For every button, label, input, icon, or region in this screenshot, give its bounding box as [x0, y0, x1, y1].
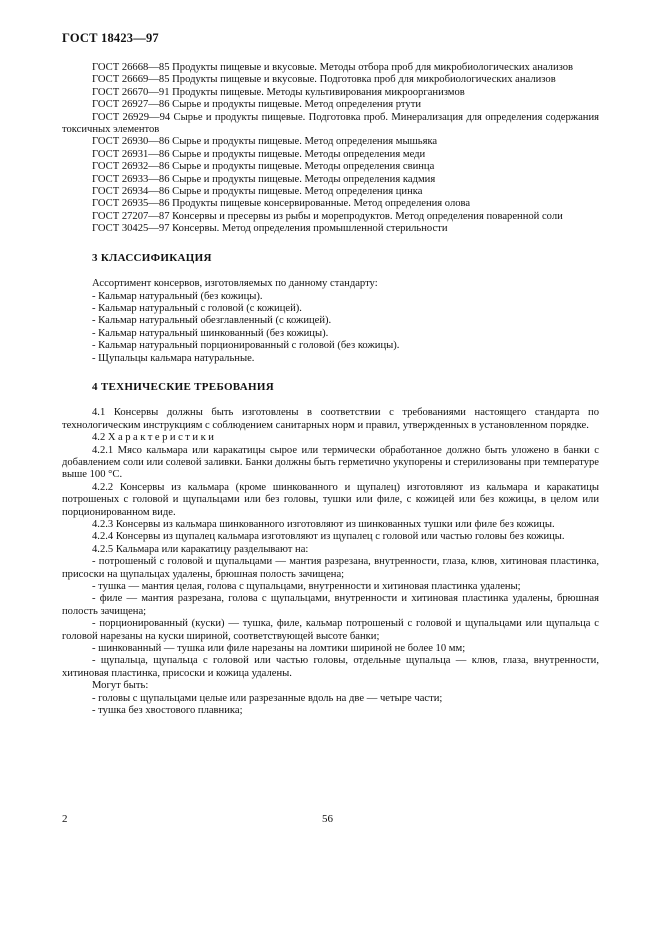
classification-item: - Кальмар натуральный обезглавленный (с кожицей). [92, 315, 332, 327]
reference-item: ГОСТ 26932—86 Сырье и продукты пищевые. Методы определения свинца [92, 161, 435, 173]
reference-item: ГОСТ 26929—94 Сырье и продукты пищевые. Подготовка проб. Минерализация для определения содержания токсичных элементов [62, 111, 599, 136]
classification-item: - Кальмар натуральный (без кожицы). [92, 290, 263, 302]
classification-item: - Кальмар натуральный с головой (с кожицей). [92, 302, 302, 314]
reference-item: ГОСТ 30425—97 Консервы. Метод определения промышленной стерильности [92, 223, 448, 235]
page-number-center: 56 [322, 813, 333, 825]
paragraph-4-2-2: 4.2.2 Консервы из кальмара (кроме шинкованного и щупалец) изготовляют из кальмара и каракатицы потрошеных с головой и щупальцами или без головы, тушки или филе, с кожицей или без кожицы, в целом или порционированном виде. [62, 481, 599, 518]
cutting-item: - порционированный (куски) — тушка, филе, кальмар потрошеный с головой и щупальцами или щупальца с головой нарезаны на куски шириной, соответствующей высоте банки; [62, 618, 599, 642]
reference-item: ГОСТ 27207—87 Консервы и пресервы из рыбы и морепродуктов. Метод определения поваренной соли [92, 210, 563, 222]
cutting-item: - потрошеный с головой и щупальцами — мантия разрезана, внутренности, глаза, клюв, хитиновая пластинка, присоски на щупальцах удалены, брюшная полость зачищена; [62, 556, 599, 580]
cutting-item: - филе — мантия разрезана, голова с щупальцами, внутренности и хитиновая пластинка удалены, брюшная полость зачищена; [62, 593, 599, 617]
section-3-body [62, 278, 599, 365]
paragraph-4-2-5: 4.2.5 Кальмара или каракатицу разделывают на: [92, 543, 309, 555]
classification-item: - Щупальцы кальмара натуральные. [92, 352, 255, 364]
document-body [62, 62, 599, 718]
reference-item: ГОСТ 26668—85 Продукты пищевые и вкусовые. Методы отбора проб для микробиологических анализов [92, 62, 574, 73]
paragraph-4-2 [62, 432, 599, 444]
may-be-item: - головы с щупальцами целые или разрезанные вдоль на две — четыре части; [92, 692, 443, 704]
paragraph-4-1: 4.1 Консервы должны быть изготовлены в соответствии с требованиями настоящего стандарта по технологическим инструкциям с соблюдением санитарных норм и правил, утвержденных в установленном порядке. [62, 407, 599, 431]
may-be-label: Могут быть: [92, 680, 149, 692]
document-header: ГОСТ 18423—97 [62, 31, 159, 45]
reference-item: ГОСТ 26935—86 Продукты пищевые консервированные. Метод определения олова [92, 198, 471, 210]
page-number-left: 2 [62, 813, 68, 825]
reference-item: ГОСТ 26930—86 Сырье и продукты пищевые. Метод определения мышьяка [92, 136, 438, 148]
references-list [62, 62, 599, 236]
cutting-item: - щупальца, щупальца с головой или частью головы, отдельные щупальца — клюв, глаза, внутренности, хитиновая пластинка, присоски и кожица удалены. [62, 655, 599, 679]
reference-item: ГОСТ 26933—86 Сырье и продукты пищевые. Методы определения кадмия [92, 173, 436, 185]
reference-item: ГОСТ 26669—85 Продукты пищевые и вкусовые. Подготовка проб для микробиологических анализов [92, 74, 556, 86]
reference-item: ГОСТ 26927—86 Сырье и продукты пищевые. Метод определения ртути [92, 99, 422, 111]
cutting-item: - шинкованный — тушка или филе нарезаны на ломтики шириной не более 10 мм; [92, 643, 466, 655]
section-4-body [62, 407, 599, 717]
paragraph-4-2-1: 4.2.1 Мясо кальмара или каракатицы сырое или термически обработанное должно быть уложено в банки с добавлением соли или солевой заливки. Банки должны быть герметично укупорены и стерилизованы при температуре выше 100 °С. [62, 444, 599, 481]
section-3-intro: Ассортимент консервов, изготовляемых по данному стандарту: [92, 278, 378, 290]
reference-item: ГОСТ 26934—86 Сырье и продукты пищевые. Метод определения цинка [92, 186, 423, 198]
may-be-item: - тушка без хвостового плавника; [92, 705, 243, 717]
paragraph-4-2-number: 4.2 [92, 432, 106, 444]
section-3-title: 3 КЛАССИФИКАЦИЯ [92, 251, 212, 264]
paragraph-4-2-title: Характеристики [107, 432, 217, 444]
reference-item: ГОСТ 26670—91 Продукты пищевые. Методы культивирования микроорганизмов [92, 86, 465, 98]
reference-item: ГОСТ 26931—86 Сырье и продукты пищевые. Методы определения меди [92, 148, 426, 160]
cutting-item: - тушка — мантия целая, голова с щупальцами, внутренности и хитиновая пластинка удалены; [92, 581, 521, 593]
paragraph-4-2-4: 4.2.4 Консервы из щупалец кальмара изготовляют из щупалец с головой или частью головы без кожицы. [92, 531, 565, 543]
paragraph-4-2-3: 4.2.3 Консервы из кальмара шинкованного изготовляют из шинкованных тушки или филе без кожицы. [92, 519, 555, 530]
section-4-title: 4 ТЕХНИЧЕСКИЕ ТРЕБОВАНИЯ [92, 380, 274, 393]
classification-item: - Кальмар натуральный шинкованный (без кожицы). [92, 327, 329, 339]
classification-item: - Кальмар натуральный порционированный с головой (без кожицы). [92, 340, 400, 352]
